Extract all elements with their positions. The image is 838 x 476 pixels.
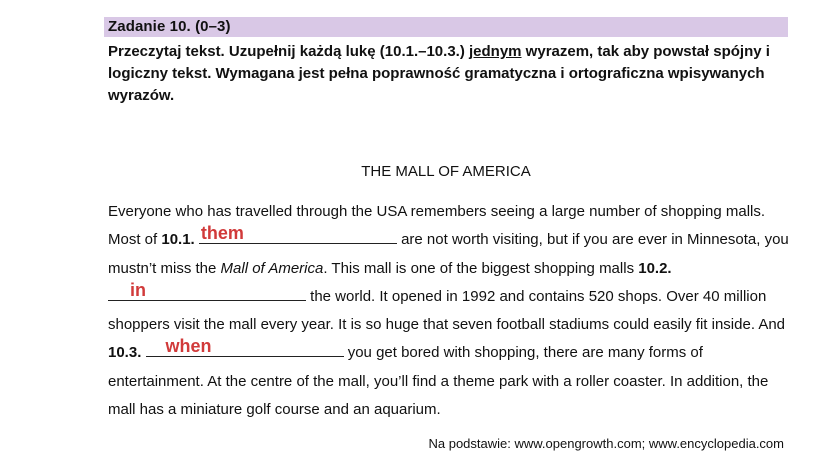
passage-text: Everyone who has travelled through the USA remembers seeing a large number of shopping malls. Most of (108, 203, 766, 249)
passage-italic: Mall of America (220, 259, 324, 277)
instructions-emphasis: jednym (469, 43, 522, 60)
gap-answer-10-2: in (130, 279, 146, 300)
gap-label-10-1: 10.1. (161, 231, 195, 249)
gap-10-3[interactable] (146, 336, 344, 357)
passage-text: you get bored with shopping, there are many forms of entertainment. At the centre of the mall, you’ll find a theme park with a roller coaster. In addition, the mall has a miniature golf course and an aquarium. (108, 344, 769, 419)
instructions-text-2: wyrazem, tak aby powstał spójny i logiczny tekst. Wymagana jest pełna poprawność gramatyczna i ortograficzna wpisywanych wyrazów. (108, 43, 770, 104)
source-note: Na podstawie: www.opengrowth.com; www.encyclopedia.com (428, 436, 784, 451)
gap-answer-10-1: them (200, 223, 244, 244)
gap-10-1[interactable] (199, 223, 397, 244)
reading-passage (108, 198, 798, 424)
instructions-text-1: Przeczytaj tekst. Uzupełnij każdą lukę (10.1.–10.3.) (108, 43, 469, 60)
gap-label-10-3: 10.3. (108, 344, 142, 362)
gap-label-10-2: 10.2. (638, 259, 672, 277)
gap-10-2[interactable] (108, 279, 306, 301)
passage-text: . This mall is one of the biggest shopping malls (323, 259, 639, 277)
task-instructions (108, 41, 798, 107)
task-title: Zadanie 10. (0–3) (108, 18, 231, 35)
passage-text: the world. It opened in 1992 and contains 520 shops. Over 40 million shoppers visit the mall every year. It is so huge that seven football stadiums could easily fit inside. And (108, 287, 786, 334)
passage-text: are not worth visiting, but if you are ever in Minnesota, you mustn’t miss the (108, 231, 789, 277)
gap-answer-10-3: when (165, 336, 212, 357)
text-title: THE MALL OF AMERICA (361, 163, 531, 180)
